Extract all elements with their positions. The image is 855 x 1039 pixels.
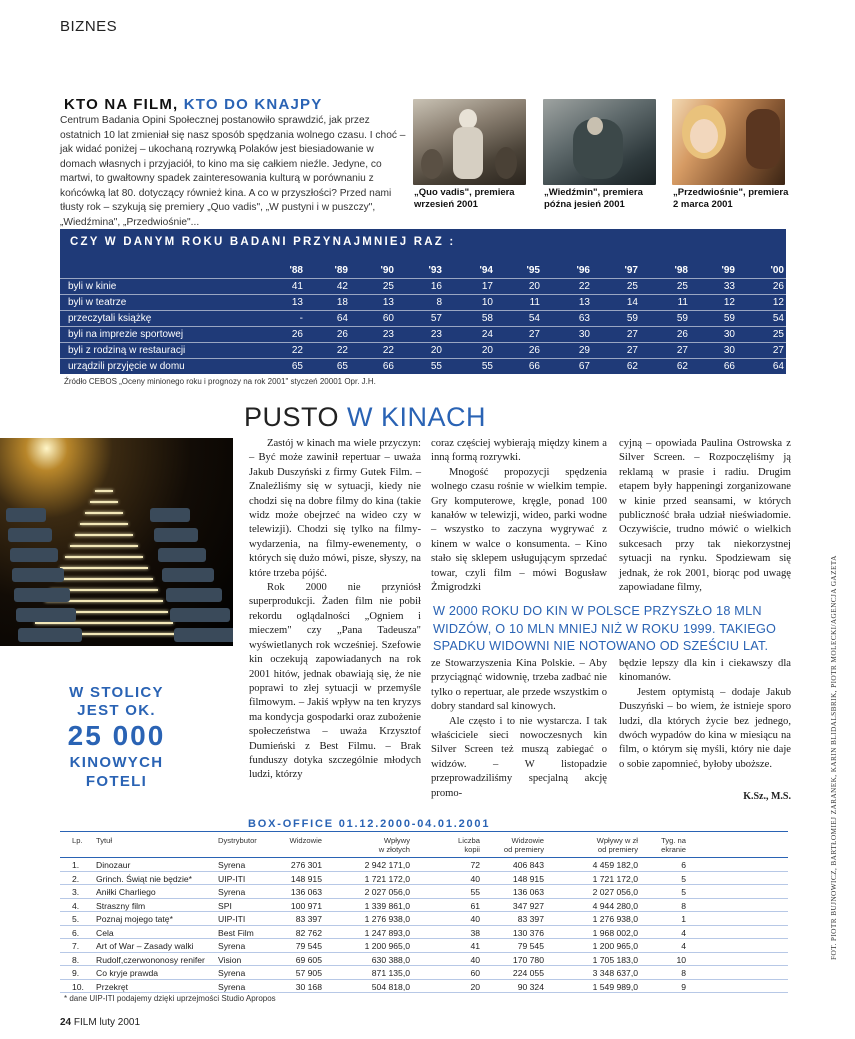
callout-stat — [0, 683, 233, 791]
survey-year: '97 — [624, 265, 638, 276]
cell-revenue: 1 276 938,0 — [364, 914, 410, 924]
photo-przedwiosnie — [672, 99, 785, 185]
cell-viewers: 100 971 — [290, 900, 322, 911]
photo-caption-wiedzmin: „Wiedźmin", premiera późna jesień 2001 — [544, 187, 643, 210]
survey-row — [60, 358, 786, 374]
cell-distributor: Syrena — [218, 860, 246, 870]
cinema-seat — [174, 628, 233, 642]
article-paragraph: będzie lepszy dla kin i ciekawszy dla kinomanów. — [619, 658, 791, 684]
table-row — [60, 872, 788, 886]
survey-cell: 13 — [382, 297, 394, 308]
survey-header-row — [60, 263, 786, 278]
cell-lp: 1. — [72, 860, 80, 870]
cell-copies: 61 — [470, 900, 480, 911]
survey-cell: 27 — [528, 329, 540, 340]
cell-distributor: UIP-ITI — [218, 873, 246, 884]
cell-total-revenue: 3 348 637,0 — [592, 968, 638, 978]
survey-cell: 58 — [481, 313, 493, 324]
survey-cell: 20 — [430, 345, 442, 356]
cell-distributor: UIP-ITI — [218, 914, 246, 924]
stair-light — [35, 622, 173, 624]
survey-cell: 30 — [578, 329, 590, 340]
survey-row — [60, 310, 786, 326]
stair-light — [60, 567, 148, 569]
survey-row — [60, 294, 786, 310]
cell-lp: 10. — [72, 981, 84, 992]
survey-cell: 22 — [578, 281, 590, 292]
survey-cell: 27 — [626, 345, 638, 356]
cell-weeks: 5 — [681, 887, 686, 897]
cell-distributor: Best Film — [218, 927, 254, 938]
survey-year: '00 — [770, 265, 784, 276]
cell-viewers: 79 545 — [295, 941, 322, 951]
cinema-seat — [12, 568, 64, 582]
cell-revenue: 871 135,0 — [371, 968, 410, 978]
cell-total-revenue: 1 705 183,0 — [592, 954, 638, 965]
survey-cell: 66 — [723, 361, 735, 372]
survey-cell: 26 — [336, 329, 348, 340]
cell-title: Cela — [96, 927, 114, 938]
survey-year: '89 — [334, 265, 348, 276]
cinema-seat — [8, 528, 52, 542]
stair-light — [80, 523, 128, 525]
cell-title: Art of War – Zasady walki — [96, 941, 194, 951]
cell-total-revenue: 4 459 182,0 — [592, 860, 638, 870]
survey-cell: 54 — [772, 313, 784, 324]
survey-cell: 14 — [626, 297, 638, 308]
survey-grid — [60, 263, 786, 374]
photo-caption-quo-vadis: „Quo vadis", premiera wrzesień 2001 — [414, 187, 515, 210]
article-paragraph: Ale często i to nie wystarcza. I tak właściciele sieci nowoczesnych kin Silver Screen też muszą zabiegać o widzów. – W listopadzie przeprowadziliśmy specjalną akcję promo- — [431, 715, 607, 799]
article-column-2-bottom — [431, 657, 607, 801]
cell-revenue: 2 942 171,0 — [364, 860, 410, 870]
survey-cell: 57 — [430, 313, 442, 324]
cell-total-viewers: 130 376 — [512, 927, 544, 938]
cell-total-viewers: 170 780 — [512, 954, 544, 965]
cell-lp: 9. — [72, 968, 80, 978]
header-weeks: Tyg. na ekranie — [661, 836, 686, 854]
survey-year: '93 — [428, 265, 442, 276]
cell-weeks: 5 — [681, 873, 686, 884]
survey-cell: 55 — [430, 361, 442, 372]
cell-title: Aniłki Charliego — [96, 887, 156, 897]
cell-copies: 41 — [470, 941, 480, 951]
survey-cell: 12 — [723, 297, 735, 308]
cell-title: Co kryje prawda — [96, 968, 159, 978]
survey-cell: 23 — [382, 329, 394, 340]
cell-distributor: SPI — [218, 900, 232, 911]
cell-total-viewers: 83 397 — [517, 914, 544, 924]
box-office-title: BOX-OFFICE 01.12.2000-04.01.2001 — [248, 818, 491, 830]
stair-light — [85, 512, 123, 514]
cell-total-revenue: 1 549 989,0 — [592, 981, 638, 992]
section-label: BIZNES — [60, 18, 118, 35]
survey-cell: 42 — [336, 281, 348, 292]
stair-light — [70, 545, 138, 547]
survey-title: CZY W DANYM ROKU BADANI PRZYNAJMNIEJ RAZ : — [70, 236, 456, 248]
table-row — [60, 885, 788, 899]
cell-lp: 6. — [72, 927, 80, 938]
survey-cell: 13 — [578, 297, 590, 308]
cell-total-viewers: 347 927 — [512, 900, 544, 911]
cinema-seat — [18, 628, 82, 642]
cell-title: Grinch. Świąt nie będzie* — [96, 873, 193, 884]
cell-revenue: 1 247 893,0 — [364, 927, 410, 938]
cell-viewers: 82 762 — [295, 927, 322, 938]
callout-line-4: KINOWYCH — [69, 754, 164, 771]
cell-weeks: 9 — [681, 981, 686, 992]
cinema-seat — [150, 508, 190, 522]
cell-copies: 72 — [470, 860, 480, 870]
intro-text: Centrum Badania Opini Społecznej postanowiło sprawdzić, jak przez ostatnich 10 lat zmieniał się nasz sposób spędzania wolnego czasu. I choć – jak widać poniżej – ukochaną rozrywką Polaków jest biesiadowanie w domach własnych i przyjaciół, to kino ma się całkiem nieźle. Jedyne, co martwi, to gwałtowny spadek zainteresowania kulturą w porównaniu z końcówką lat 80. dotyczący również kina. A co w przyszłości? Przed nami tłusty rok – szykują się premiery „Quo vadis", „W pustyni i w puszczy", „Wiedźmina", „Przedwiośnie"... — [60, 115, 406, 228]
article-paragraph: Rok 2000 nie przyniósł superprodukcji. Żaden film nie pobił rekordu oglądalności „Ogniem i mieczem" czy „Pana Tadeusza" wyświetlanych rok wcześniej. Szefowie kin oczekują zapowiadanych na rok 2001 hitów, jednak obawiają się, że nie poprawi to złej sytuacji w przemyśle filmowym. – Jakiś wpływ na ten kryzys ma kondycja gospodarki oraz zubożenie społeczeństwa – uważa Krzysztof Dumieński z Best Filmu. – Brak funduszy dotyka szczególnie młodych ludzi, którzy — [249, 582, 421, 781]
header-total-revenue: Wpływy w zł od premiery — [596, 836, 638, 854]
survey-year: '99 — [721, 265, 735, 276]
survey-cell: 64 — [772, 361, 784, 372]
cell-weeks: 1 — [681, 914, 686, 924]
cinema-seat — [6, 508, 46, 522]
box-office-header — [60, 832, 788, 858]
cell-viewers: 276 301 — [290, 860, 322, 870]
survey-year: '95 — [526, 265, 540, 276]
cell-total-revenue: 1 721 172,0 — [592, 873, 638, 884]
survey-row-label: byli z rodziną w restauracji — [68, 345, 186, 356]
stair-light — [65, 556, 143, 558]
survey-cell: 10 — [481, 297, 493, 308]
survey-year: '90 — [380, 265, 394, 276]
survey-cell: 13 — [291, 297, 303, 308]
survey-cell: 23 — [430, 329, 442, 340]
survey-cell: 66 — [382, 361, 394, 372]
survey-cell: 22 — [291, 345, 303, 356]
survey-row-label: byli w teatrze — [68, 297, 127, 308]
article-paragraph: Jestem optymistą – dodaje Jakub Duszyński – bo wiem, że istnieje sporo ludzi, dla których życie bez jednego, dwóch wypadów do kina w miesiącu na film, o którym się myśli, który nie daje o sobie zapomnieć, byłoby uboższe. — [619, 686, 791, 770]
cell-revenue: 504 818,0 — [371, 981, 410, 992]
survey-row — [60, 342, 786, 358]
survey-cell: 33 — [723, 281, 735, 292]
cell-total-viewers: 136 063 — [512, 887, 544, 897]
cell-copies: 20 — [470, 981, 480, 992]
cinema-seat — [10, 548, 58, 562]
cell-viewers: 136 063 — [290, 887, 322, 897]
table-row — [60, 939, 788, 953]
survey-cell: 26 — [528, 345, 540, 356]
callout-line-1: W STOLICY — [69, 684, 164, 701]
pull-quote: W 2000 ROKU DO KIN W POLSCE PRZYSZŁO 18 MLN WIDZÓW, O 10 MLN MNIEJ NIŻ W ROKU 1999. TAKIEGO SPADKU WIDOWNI NIE NOTOWANO OD SZEŚCIU LAT. — [433, 604, 777, 653]
survey-cell: 64 — [336, 313, 348, 324]
survey-cell: 29 — [578, 345, 590, 356]
box-office-note: * dane UIP-ITI podajemy dzięki uprzejmości Studio Apropos — [64, 994, 276, 1003]
cell-title: Straszny film — [96, 900, 146, 911]
survey-cell: 22 — [336, 345, 348, 356]
cell-revenue: 1 721 172,0 — [364, 873, 410, 884]
survey-cell: 30 — [723, 345, 735, 356]
survey-cell: 59 — [723, 313, 735, 324]
survey-cell: 11 — [677, 297, 688, 308]
cell-copies: 38 — [470, 927, 480, 938]
cell-revenue: 1 200 965,0 — [364, 941, 410, 951]
article-column-2-top — [431, 437, 607, 595]
cinema-seat — [16, 608, 76, 622]
survey-cell: 65 — [336, 361, 348, 372]
survey-table — [60, 229, 786, 374]
cell-viewers: 57 905 — [295, 968, 322, 978]
survey-row — [60, 278, 786, 294]
survey-cell: 63 — [578, 313, 590, 324]
cell-copies: 40 — [470, 954, 480, 965]
survey-row-label: byli na imprezie sportowej — [68, 329, 184, 340]
cell-distributor: Vision — [218, 954, 242, 965]
cell-total-revenue: 4 944 280,0 — [592, 900, 638, 911]
cell-copies: 40 — [470, 914, 480, 924]
survey-cell: 25 — [772, 329, 784, 340]
survey-cell: 25 — [676, 281, 688, 292]
survey-source: Źródło CEBOS „Oceny minionego roku i prognozy na rok 2001" styczeń 20001 Opr. J.H. — [64, 377, 376, 386]
survey-cell: 18 — [336, 297, 348, 308]
table-row — [60, 912, 788, 926]
cell-total-viewers: 406 843 — [512, 860, 544, 870]
cell-weeks: 4 — [681, 941, 686, 951]
cinema-seat — [162, 568, 214, 582]
cell-lp: 8. — [72, 954, 80, 965]
callout-number: 25 000 — [67, 720, 166, 751]
cell-total-revenue: 1 968 002,0 — [592, 927, 638, 938]
cell-total-viewers: 148 915 — [512, 873, 544, 884]
cell-distributor: Syrena — [218, 981, 246, 992]
article-column-3-bottom — [619, 657, 791, 772]
survey-cell: 26 — [772, 281, 784, 292]
cell-copies: 55 — [470, 887, 480, 897]
cell-distributor: Syrena — [218, 941, 246, 951]
cell-copies: 60 — [470, 968, 480, 978]
survey-cell: 67 — [578, 361, 590, 372]
table-row — [60, 980, 788, 994]
cell-distributor: Syrena — [218, 968, 246, 978]
cell-total-revenue: 1 276 938,0 — [592, 914, 638, 924]
cell-revenue: 1 339 861,0 — [364, 900, 410, 911]
header-title: Tytuł — [96, 836, 113, 845]
survey-row-label: byli w kinie — [68, 281, 117, 292]
header-lp: Lp. — [72, 836, 83, 845]
header-viewers: Widzowie — [289, 836, 322, 845]
survey-cell: 20 — [481, 345, 493, 356]
cell-total-viewers: 79 545 — [517, 941, 544, 951]
cell-viewers: 69 605 — [295, 954, 322, 965]
table-row — [60, 966, 788, 980]
cell-copies: 40 — [470, 873, 480, 884]
header-distributor: Dystrybutor — [218, 836, 257, 845]
cinema-photo — [0, 438, 233, 646]
cell-title: Przekręt — [96, 981, 128, 992]
photo-credit: FOT. PIOTR BUJNOWICZ, BARTŁOMIEJ ZARANEK, KARIN BLIDALSBRIK, PIOTR MOLECKI/AGENCJA GAZETA — [829, 555, 838, 960]
survey-cell: 17 — [481, 281, 493, 292]
survey-cell: 65 — [291, 361, 303, 372]
box-office-rows — [60, 858, 788, 993]
survey-cell: 25 — [382, 281, 394, 292]
article-paragraph: Mnogość propozycji spędzenia wolnego czasu rośnie w wielkim tempie. Gry komputerowe, kręgle, ponad 100 kanałów w telewizji, wideo, parki wodne – wszystko to zaczyna wygrywać z kinem w walce o konsumenta. – Kino stało się sklepem usługującym sprzedać towar, czyli film – mówi Bogusław Żmigrodzki — [431, 466, 607, 594]
callout-line-5: FOTELI — [85, 773, 148, 790]
survey-cell: 27 — [626, 329, 638, 340]
survey-cell: 66 — [528, 361, 540, 372]
photo-quo-vadis — [413, 99, 526, 185]
article-title-part-b: W KINACH — [347, 402, 487, 432]
survey-row — [60, 326, 786, 342]
cell-lp: 7. — [72, 941, 80, 951]
article-signature: K.Sz., M.S. — [743, 791, 791, 802]
survey-year: '88 — [289, 265, 303, 276]
survey-cell: 27 — [772, 345, 784, 356]
magazine-issue: FILM luty 2001 — [73, 1017, 141, 1028]
survey-cell: 54 — [528, 313, 540, 324]
callout-line-2: JEST OK. — [77, 702, 156, 719]
photo-caption-przedwiosnie: „Przedwiośnie", premiera 2 marca 2001 — [673, 187, 789, 210]
cell-revenue: 2 027 056,0 — [364, 887, 410, 897]
box-office-table — [60, 831, 788, 993]
article-paragraph: coraz częściej wybierają między kinem a inną formą rozrywki. — [431, 438, 607, 464]
cinema-seat — [170, 608, 230, 622]
article-paragraph: ze Stowarzyszenia Kina Polskie. – Aby przyciągnąć widownię, trzeba zadbać nie tylko o repertuar, ale przede wszystkim o dobry standard sal kinowych. — [431, 658, 607, 713]
cell-distributor: Syrena — [218, 887, 246, 897]
survey-cell: - — [299, 313, 303, 324]
header-copies: Liczba kopii — [458, 836, 480, 854]
survey-year: '96 — [576, 265, 590, 276]
header-revenue: Wpływy w złotych — [378, 836, 410, 854]
page-footer — [60, 1017, 140, 1028]
header-total-viewers: Widzowie od premiery — [503, 836, 544, 854]
table-row — [60, 899, 788, 913]
cell-weeks: 10 — [676, 954, 686, 965]
cell-viewers: 83 397 — [295, 914, 322, 924]
article-title — [244, 402, 486, 433]
survey-cell: 20 — [528, 281, 540, 292]
survey-row-label: urządzili przyjęcie w domu — [68, 361, 185, 372]
survey-cell: 41 — [291, 281, 303, 292]
cell-total-viewers: 90 324 — [517, 981, 544, 992]
cinema-seat — [154, 528, 198, 542]
survey-cell: 30 — [723, 329, 735, 340]
article-column-3-top — [619, 437, 791, 595]
survey-cell: 8 — [436, 297, 442, 308]
cell-total-revenue: 1 200 965,0 — [592, 941, 638, 951]
stair-light — [95, 490, 113, 492]
cell-total-viewers: 224 055 — [512, 968, 544, 978]
survey-cell: 16 — [430, 281, 442, 292]
cell-title: Dinozaur — [96, 860, 131, 870]
photo-wiedzmin — [543, 99, 656, 185]
survey-cell: 59 — [676, 313, 688, 324]
survey-cell: 62 — [626, 361, 638, 372]
cinema-seat — [158, 548, 206, 562]
article-column-1 — [249, 437, 421, 783]
survey-cell: 27 — [676, 345, 688, 356]
intro-title-part-a: KTO NA FILM, — [64, 96, 179, 113]
page-number: 24 — [60, 1017, 72, 1028]
cell-weeks: 6 — [681, 860, 686, 870]
cinema-seat — [14, 588, 70, 602]
cell-title: Poznaj mojego tatę* — [96, 914, 173, 924]
survey-cell: 25 — [626, 281, 638, 292]
survey-cell: 26 — [676, 329, 688, 340]
cell-lp: 3. — [72, 887, 80, 897]
stair-light — [55, 578, 153, 580]
article-paragraph: cyjną – opowiada Paulina Ostrowska z Silver Screen. – Rozpoczęliśmy ją reklamą w prasie i radiu. Drugim etapem były happeningi zorganizowane w kinie przed seansami, w których publiczność brała udział nieświadomie. Oczywiście, trudno mówić o wielkich sukcesach przy tak niekorzystnej sytuacji na rynku. Spodziewam się jednak, że rok 2001, biorąc pod uwagę zapowiadane filmy, — [619, 438, 791, 594]
intro-title-part-b: KTO DO KNAJPY — [183, 96, 323, 113]
survey-cell: 59 — [626, 313, 638, 324]
cinema-seat — [166, 588, 222, 602]
cell-title: Rudolf,czerwononosy renifer — [96, 954, 205, 965]
survey-year: '98 — [674, 265, 688, 276]
cell-weeks: 8 — [681, 900, 686, 911]
table-row — [60, 858, 788, 872]
survey-cell: 24 — [481, 329, 493, 340]
survey-cell: 62 — [676, 361, 688, 372]
cell-viewers: 30 168 — [295, 981, 322, 992]
survey-row-label: przeczytali książkę — [68, 313, 152, 324]
cell-weeks: 4 — [681, 927, 686, 938]
survey-year: '94 — [479, 265, 493, 276]
cell-lp: 2. — [72, 873, 80, 884]
cell-viewers: 148 915 — [290, 873, 322, 884]
survey-cell: 11 — [529, 297, 540, 308]
cell-weeks: 8 — [681, 968, 686, 978]
survey-cell: 60 — [382, 313, 394, 324]
cell-lp: 4. — [72, 900, 80, 911]
survey-cell: 26 — [291, 329, 303, 340]
intro-title — [64, 96, 322, 113]
survey-cell: 22 — [382, 345, 394, 356]
article-title-part-a: PUSTO — [244, 402, 340, 432]
cell-revenue: 630 388,0 — [371, 954, 410, 965]
table-row — [60, 926, 788, 940]
stair-light — [90, 501, 118, 503]
survey-cell: 12 — [772, 297, 784, 308]
stair-light — [75, 534, 133, 536]
article-paragraph: Zastój w kinach ma wiele przyczyn: – Być może zawinił repertuar – uważa Jakub Duszyński z firmy Gutek Film. – Znaleźliśmy się w sytuacji, kiedy nie chodzi się na dobre filmy do kina (takie widz może obejrzeć na wideo czy w telewizji). Chodzi się tylko na filmy-wydarzenia, na filmy-ewenementy, o których się dużo mówi, pisze, słyszy, na które trzeba pójść. — [249, 438, 421, 579]
cell-lp: 5. — [72, 914, 80, 924]
cell-total-revenue: 2 027 056,0 — [592, 887, 638, 897]
survey-cell: 55 — [481, 361, 493, 372]
table-row — [60, 953, 788, 967]
